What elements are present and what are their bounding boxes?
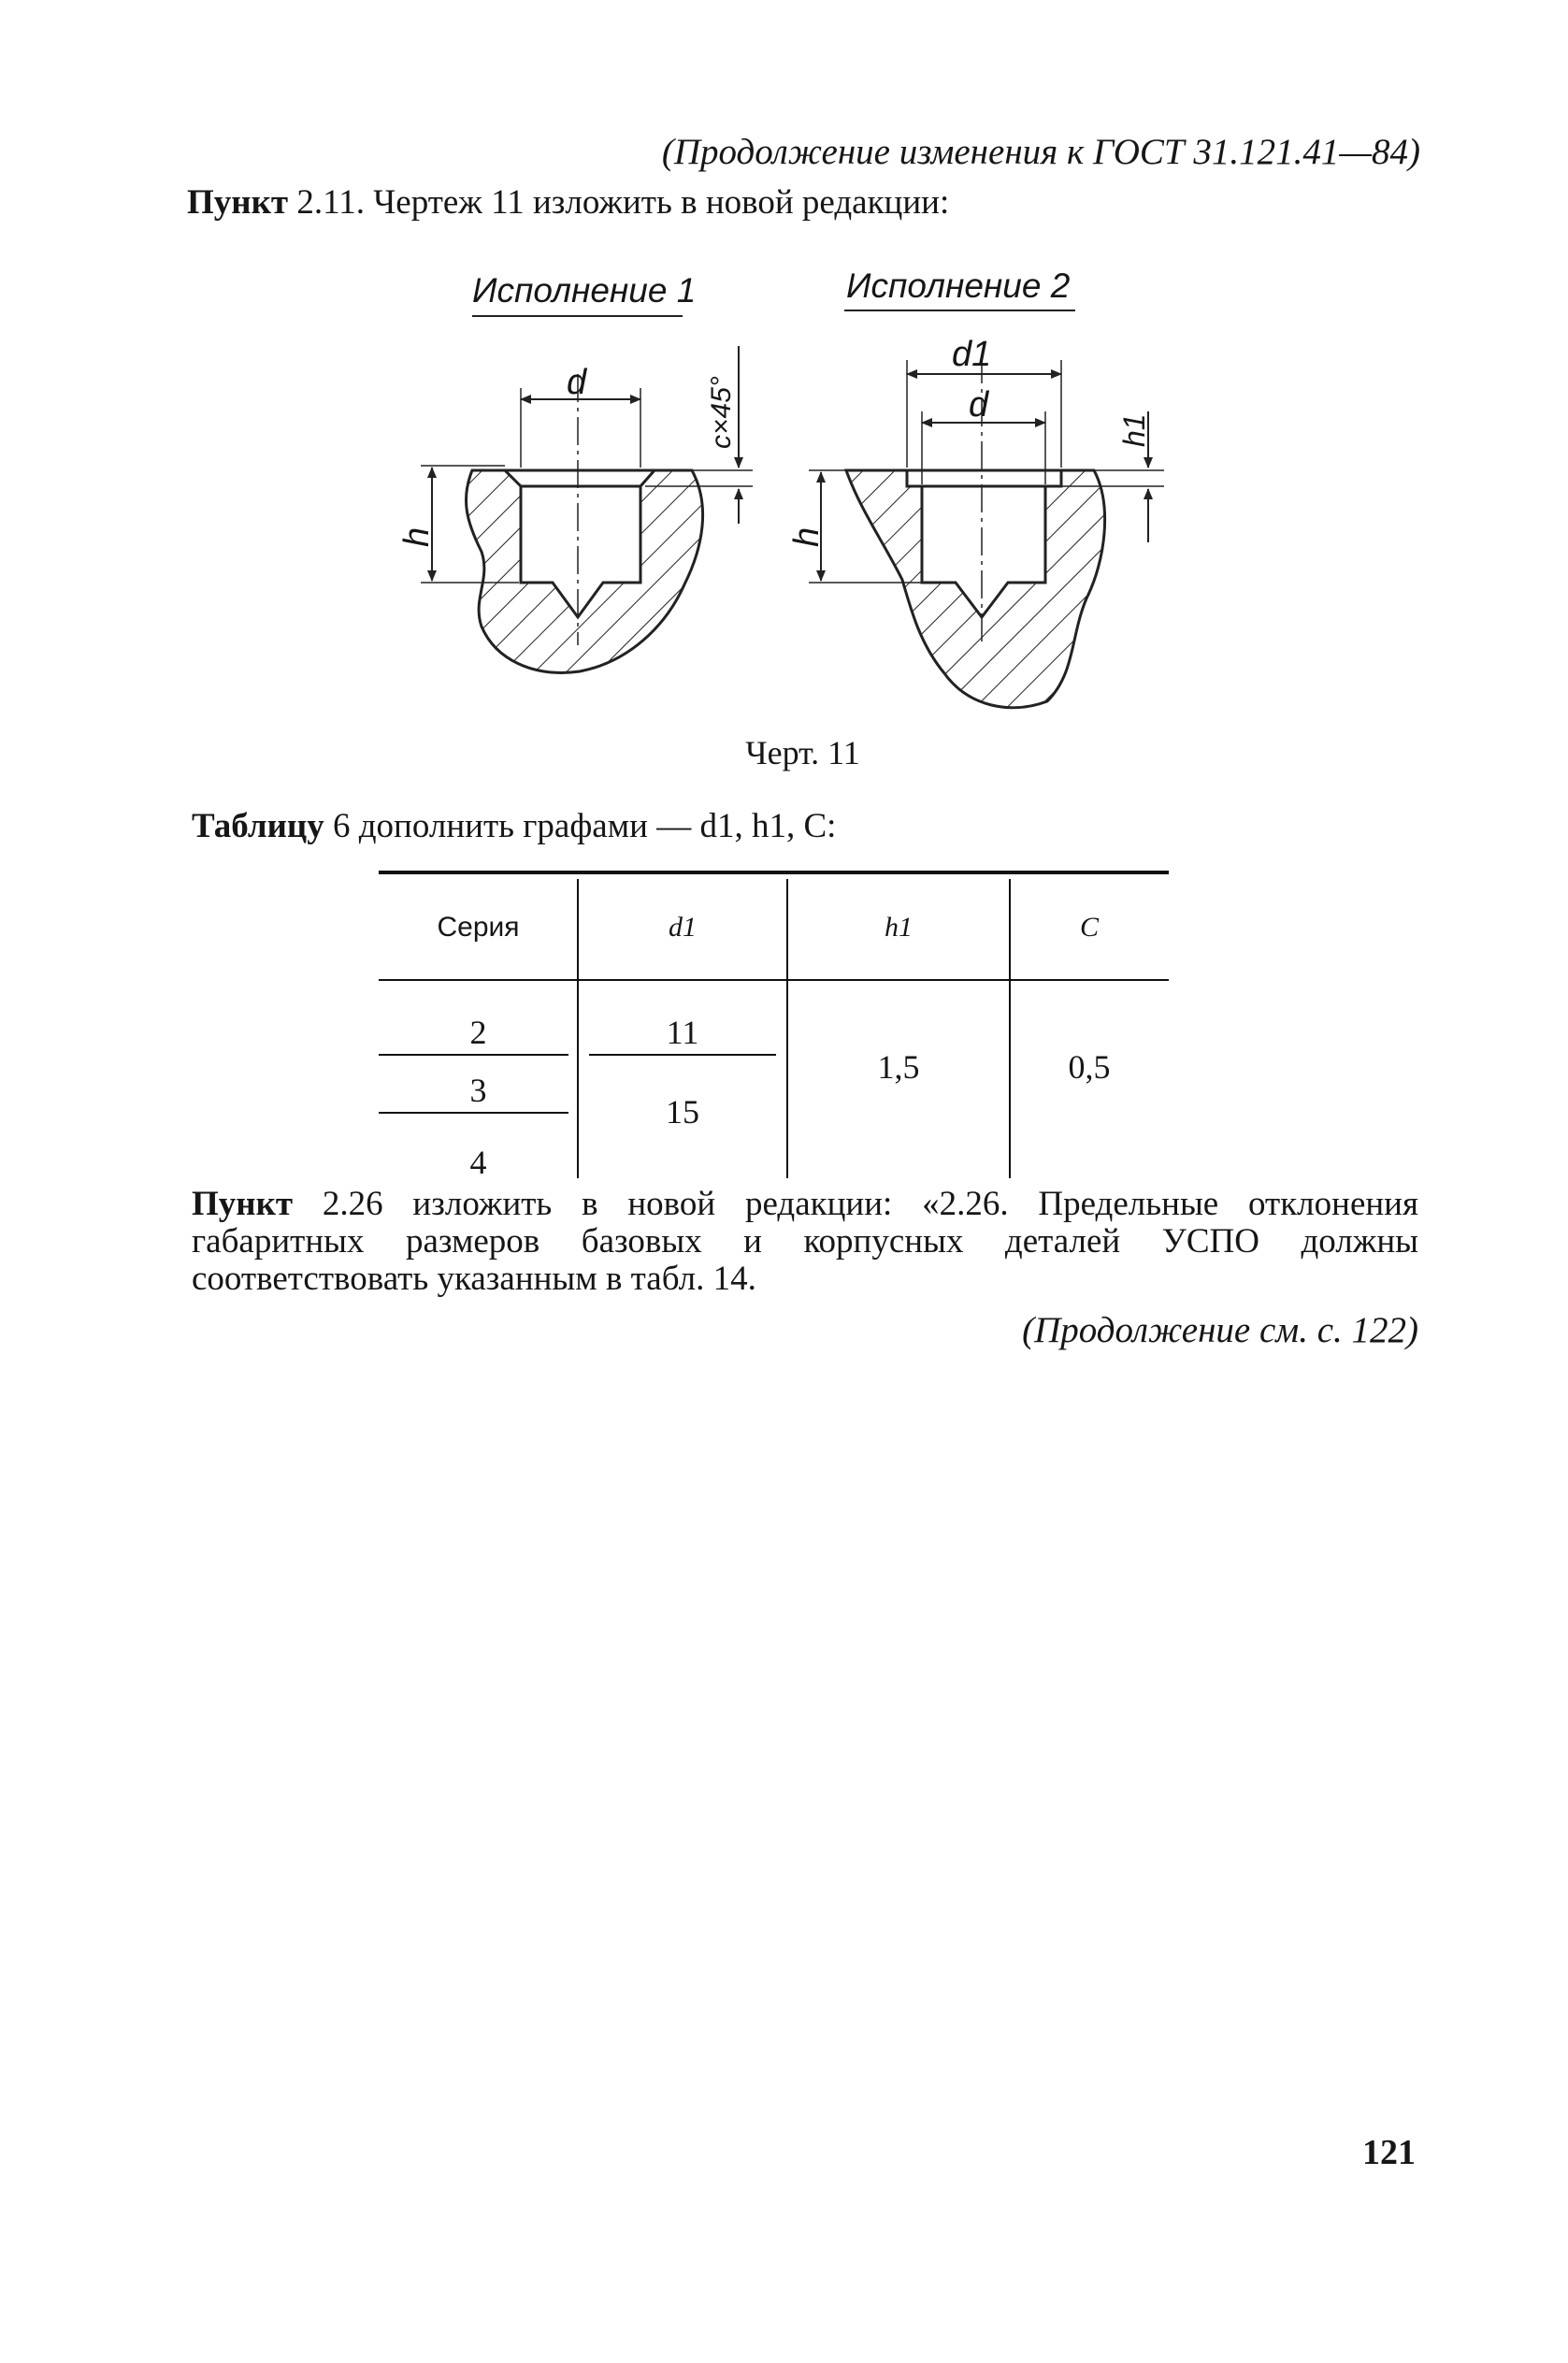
variant-2-d-label: d [969,385,989,425]
table-d1-value-15: 15 [666,1093,699,1131]
variant-1-chamfer-label: c×45° [706,376,737,449]
table-d1-value-11: 11 [666,1014,699,1051]
paragraph-text: 2.11. Чертеж 11 изложить в новой редакции: [288,183,950,222]
variant-2-h-label: h [787,526,827,547]
header-continuation: (Продолжение изменения к ГОСТ 31.121.41—84) [661,132,1420,172]
paragraph-2-26-label: Пункт [192,1185,294,1223]
page-number: 121 [1362,2133,1416,2172]
table-header-c: C [1079,912,1099,943]
variant-1-title: Исполнение 1 [472,271,697,310]
variant-2-title: Исполнение 2 [846,267,1071,305]
table-c-value: 0,5 [1068,1048,1111,1086]
table-row-series-3: 3 [469,1072,487,1109]
table-row-series-4: 4 [469,1144,487,1181]
table-header-d1: d1 [669,912,697,943]
footer-continuation: (Продолжение см. с. 122) [1022,1310,1418,1350]
table-intro-text: 6 дополнить графами — d1, h1, C: [324,807,837,845]
variant-1-h-label: h [397,526,437,547]
table-header-series: Серия [437,912,520,943]
variant-2-h1-label: h1 [1117,413,1151,447]
table-header-h1: h1 [885,912,913,943]
paragraph-2-26-text: 2.26 изложить в новой редакции: «2.26. Предельные отклонения габаритных размеров базовых и корпусных деталей УСПО должны соответствовать указанным в табл. 14. [192,1185,1418,1298]
paragraph-2-26 [192,1186,1418,1298]
table-intro-label: Таблицу [192,807,324,845]
drawing-caption: Черт. 11 [745,734,860,771]
table-row-series-2: 2 [469,1014,487,1051]
variant-2-d1-label: d1 [952,335,992,374]
paragraph-label: Пункт [187,183,289,222]
table-h1-value: 1,5 [877,1048,920,1086]
variant-1-d-label: d [567,363,587,402]
